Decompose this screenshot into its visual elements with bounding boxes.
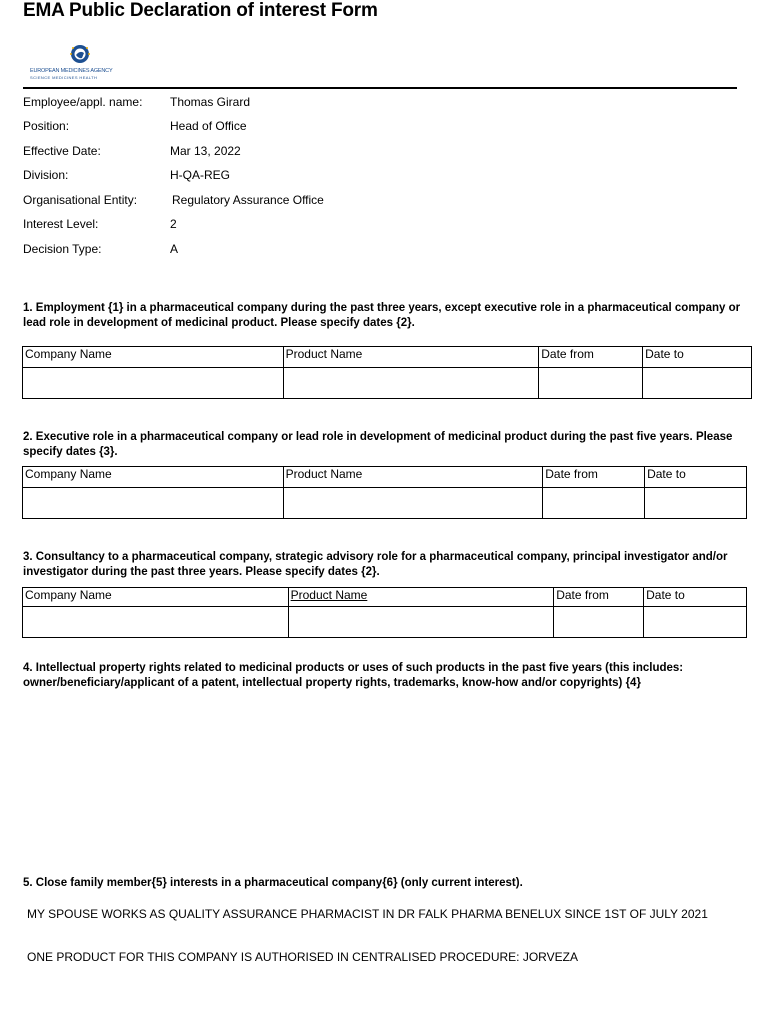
section-2-table: [22, 466, 747, 519]
info-value: Regulatory Assurance Office: [172, 193, 324, 207]
page-title: EMA Public Declaration of interest Form: [23, 0, 378, 21]
info-label: Position:: [23, 119, 70, 133]
table-cell[interactable]: [288, 607, 554, 638]
column-header: Company Name: [23, 588, 289, 607]
table-cell[interactable]: [23, 368, 284, 399]
logo-subtext: SCIENCE MEDICINES HEALTH: [30, 75, 98, 80]
info-value: 2: [170, 217, 177, 231]
column-header: Date to: [644, 588, 747, 607]
table-cell[interactable]: [283, 488, 543, 519]
logo-text: EUROPEAN MEDICINES AGENCY: [30, 68, 113, 74]
info-value: Head of Office: [170, 119, 247, 133]
ema-logo: [30, 44, 130, 84]
table-cell[interactable]: [554, 607, 644, 638]
column-header: Date from: [554, 588, 644, 607]
info-label: Effective Date:: [23, 144, 101, 158]
table-cell[interactable]: [23, 488, 284, 519]
column-header: Date to: [643, 347, 752, 368]
info-value: A: [170, 242, 179, 256]
section-3-table: [22, 587, 747, 638]
table-cell[interactable]: [644, 607, 747, 638]
info-label: Interest Level:: [23, 217, 99, 231]
section-2-heading: 2. Executive role in a pharmaceutical company or lead role in development of medicinal product during the past five years. Please specify dates {3}.: [23, 431, 733, 458]
info-value: Thomas Girard: [170, 95, 251, 109]
header-divider: [23, 87, 737, 89]
section-1-heading: 1. Employment {1} in a pharmaceutical company during the past three years, except executive role in a pharmaceutical company or lead role in development of medicinal product. Please specify dates {2}.: [23, 302, 741, 329]
column-header: Company Name: [23, 347, 284, 368]
column-header: Product Name: [283, 347, 539, 368]
section-5-paragraph: ONE PRODUCT FOR THIS COMPANY IS AUTHORISED IN CENTRALISED PROCEDURE: JORVEZA: [27, 950, 578, 964]
table-cell[interactable]: [23, 607, 289, 638]
column-header: Date from: [543, 467, 645, 488]
column-header: Company Name: [23, 467, 284, 488]
table-cell[interactable]: [543, 488, 645, 519]
section-4-heading: 4. Intellectual property rights related to medicinal products or uses of such products in the past five years (this includes: owner/beneficiary/applicant of a patent, intellectual property rights, trademarks, know-how and/or copyrights) {4}: [23, 662, 684, 689]
section-5-paragraph: MY SPOUSE WORKS AS QUALITY ASSURANCE PHARMACIST IN DR FALK PHARMA BENELUX SINCE 1ST OF JULY 2021: [27, 907, 708, 921]
info-value: H-QA-REG: [170, 168, 230, 182]
section-3-heading: 3. Consultancy to a pharmaceutical company, strategic advisory role for a pharmaceutical company, principal investigator and/or investigator during the past three years. Please specify dates {2}.: [23, 551, 728, 578]
column-header: Product Name: [288, 588, 554, 607]
table-cell[interactable]: [645, 488, 747, 519]
column-header: Product Name: [283, 467, 543, 488]
section-1-table: [22, 346, 752, 399]
column-header: Date from: [539, 347, 643, 368]
column-header: Date to: [645, 467, 747, 488]
info-value: Mar 13, 2022: [170, 144, 241, 158]
info-label: Division:: [23, 168, 69, 182]
info-label: Decision Type:: [23, 242, 102, 256]
table-cell[interactable]: [539, 368, 643, 399]
section-5-heading: 5. Close family member{5} interests in a pharmaceutical company{6} (only current interest).: [23, 877, 523, 889]
table-cell[interactable]: [643, 368, 752, 399]
info-label: Organisational Entity:: [23, 193, 138, 207]
info-label: Employee/appl. name:: [23, 95, 143, 109]
table-cell[interactable]: [283, 368, 539, 399]
